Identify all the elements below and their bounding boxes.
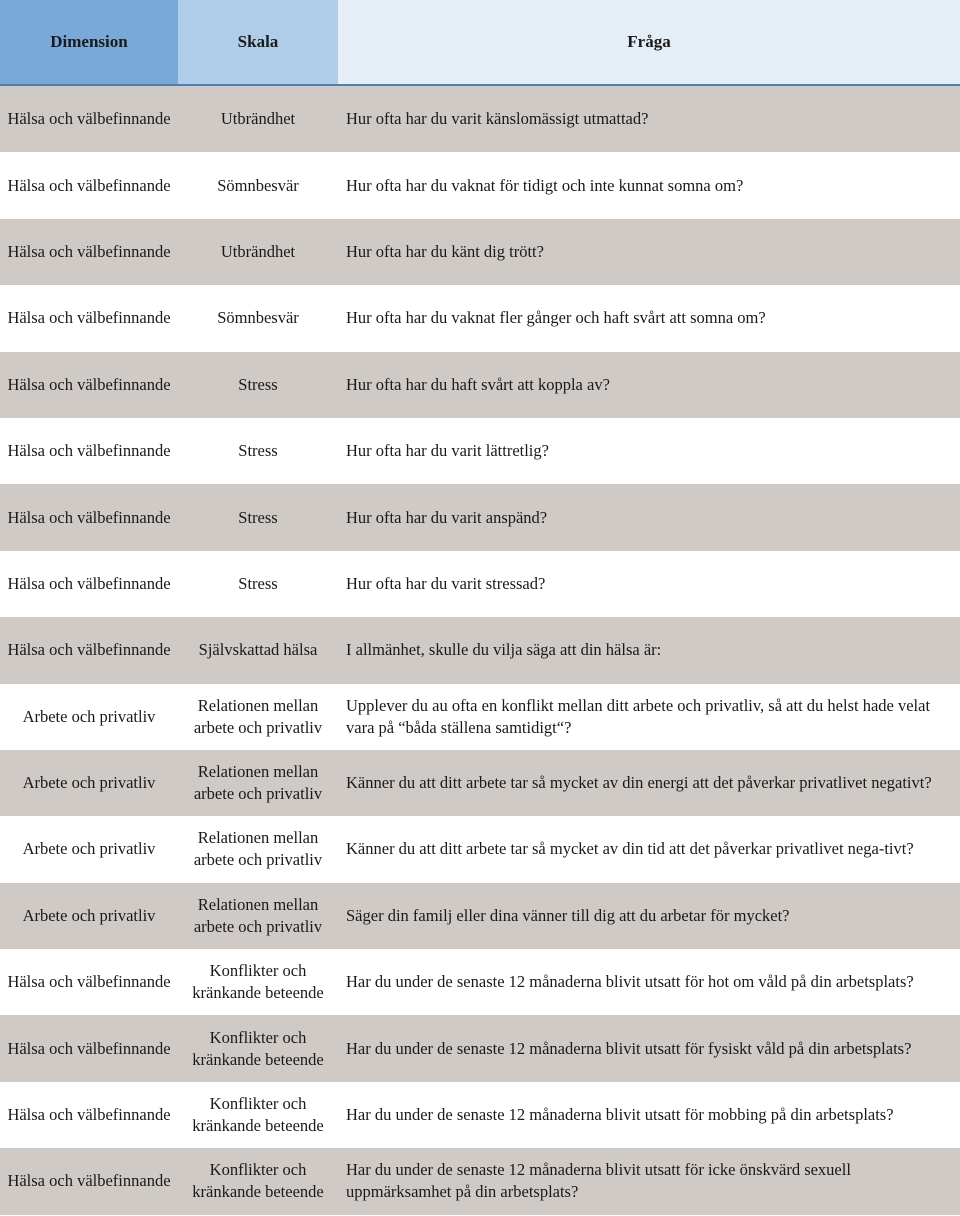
dimension-cell — [0, 86, 178, 152]
table-row — [0, 285, 960, 351]
question-text: Hur ofta har du vaknat fler gånger och haft svårt att somna om? — [346, 308, 766, 328]
scale-text: Stress — [238, 573, 278, 593]
scale-cell — [178, 219, 338, 285]
dimension-text: Hälsa och välbefinnande — [7, 175, 171, 195]
scale-text: Konflikter och kränkande beteende — [192, 1160, 324, 1202]
scale-text: Stress — [238, 374, 278, 394]
question-text: Känner du att ditt arbete tar så mycket av din tid att det påverkar privatlivet nega-tivt? — [346, 839, 914, 859]
scale-cell — [178, 152, 338, 218]
table-row — [0, 352, 960, 418]
scale-cell — [178, 86, 338, 152]
scale-cell — [178, 816, 338, 882]
scale-text: Relationen mellan arbete och privatliv — [193, 828, 323, 870]
table-row — [0, 1148, 960, 1214]
question-cell — [338, 1015, 960, 1081]
dimension-cell — [0, 285, 178, 351]
dimension-text: Arbete och privatliv — [22, 839, 156, 859]
question-text: I allmänhet, skulle du vilja säga att din hälsa är: — [346, 640, 662, 660]
scale-text: Utbrändhet — [220, 241, 296, 261]
question-text: Känner du att ditt arbete tar så mycket av din energi att det påverkar privatlivet negativt? — [346, 773, 932, 793]
dimension-text: Hälsa och välbefinnande — [7, 972, 171, 992]
question-text: Har du under de senaste 12 månaderna blivit utsatt för icke önskvärd sexuell uppmärksamhet på din arbetsplats? — [346, 1160, 851, 1202]
dimension-text: Hälsa och välbefinnande — [7, 308, 171, 328]
scale-cell — [178, 285, 338, 351]
table-row — [0, 219, 960, 285]
question-text: Har du under de senaste 12 månaderna blivit utsatt för fysiskt våld på din arbetsplats? — [346, 1038, 912, 1058]
dimension-cell — [0, 1015, 178, 1081]
dimension-text: Hälsa och välbefinnande — [7, 1105, 171, 1125]
scale-cell — [178, 949, 338, 1015]
table-row — [0, 617, 960, 683]
question-cell — [338, 617, 960, 683]
dimension-cell — [0, 684, 178, 750]
scale-cell — [178, 352, 338, 418]
scale-cell — [178, 883, 338, 949]
header-scale: Skala — [178, 0, 338, 84]
dimension-cell — [0, 352, 178, 418]
dimension-text: Hälsa och välbefinnande — [7, 1171, 171, 1191]
dimension-text: Hälsa och välbefinnande — [7, 640, 171, 660]
dimension-cell — [0, 617, 178, 683]
dimension-text: Hälsa och välbefinnande — [7, 573, 171, 593]
table-row — [0, 551, 960, 617]
table-body — [0, 86, 960, 1215]
scale-text: Självskattad hälsa — [198, 640, 318, 660]
question-cell — [338, 816, 960, 882]
question-text: Hur ofta har du varit lättretlig? — [346, 441, 549, 461]
table-row — [0, 484, 960, 550]
question-text: Upplever du au ofta en konflikt mellan ditt arbete och privatliv, så att du helst hade velat vara på “båda ställena samtidigt“? — [346, 695, 931, 737]
scale-cell — [178, 418, 338, 484]
dimension-text: Hälsa och välbefinnande — [7, 374, 171, 394]
scale-text: Konflikter och kränkande beteende — [192, 1094, 324, 1136]
table-row — [0, 883, 960, 949]
table-header — [0, 0, 960, 86]
question-cell — [338, 750, 960, 816]
table-row — [0, 418, 960, 484]
question-cell — [338, 949, 960, 1015]
dimension-cell — [0, 949, 178, 1015]
dimension-text: Hälsa och välbefinnande — [7, 1038, 171, 1058]
question-text: Hur ofta har du varit stressad? — [346, 573, 546, 593]
scale-text: Sömnbesvär — [217, 308, 299, 328]
scale-cell — [178, 551, 338, 617]
header-dimension: Dimension — [0, 0, 178, 84]
table-row — [0, 86, 960, 152]
dimension-text: Hälsa och välbefinnande — [7, 507, 171, 527]
dimension-text: Arbete och privatliv — [22, 706, 156, 726]
scale-text: Stress — [238, 507, 278, 527]
scale-text: Utbrändhet — [220, 109, 296, 129]
scale-cell — [178, 1082, 338, 1148]
table-row — [0, 152, 960, 218]
scale-text: Konflikter och kränkande beteende — [192, 1027, 324, 1069]
scale-text: Relationen mellan arbete och privatliv — [193, 894, 323, 936]
question-cell — [338, 551, 960, 617]
scale-cell — [178, 684, 338, 750]
dimension-cell — [0, 1148, 178, 1214]
question-cell — [338, 684, 960, 750]
table-row — [0, 949, 960, 1015]
question-cell — [338, 152, 960, 218]
question-cell — [338, 484, 960, 550]
dimension-cell — [0, 750, 178, 816]
scale-text: Relationen mellan arbete och privatliv — [193, 695, 323, 737]
question-text: Hur ofta har du haft svårt att koppla av? — [346, 374, 610, 394]
scale-cell — [178, 484, 338, 550]
table-row — [0, 684, 960, 750]
question-text: Har du under de senaste 12 månaderna blivit utsatt för mobbing på din arbetsplats? — [346, 1105, 894, 1125]
dimension-cell — [0, 816, 178, 882]
question-cell — [338, 285, 960, 351]
question-cell — [338, 1082, 960, 1148]
dimension-text: Arbete och privatliv — [22, 773, 156, 793]
table-row — [0, 1015, 960, 1081]
question-cell — [338, 86, 960, 152]
dimension-cell — [0, 418, 178, 484]
dimension-cell — [0, 484, 178, 550]
scale-text: Sömnbesvär — [217, 175, 299, 195]
question-text: Hur ofta har du vaknat för tidigt och inte kunnat somna om? — [346, 175, 744, 195]
header-question: Fråga — [338, 0, 960, 84]
dimension-text: Hälsa och välbefinnande — [7, 441, 171, 461]
table-row — [0, 750, 960, 816]
question-text: Hur ofta har du varit känslomässigt utmattad? — [346, 109, 649, 129]
scale-cell — [178, 1015, 338, 1081]
question-cell — [338, 1148, 960, 1214]
dimension-cell — [0, 1082, 178, 1148]
table-row — [0, 1082, 960, 1148]
dimension-text: Arbete och privatliv — [22, 905, 156, 925]
scale-cell — [178, 1148, 338, 1214]
scale-text: Konflikter och kränkande beteende — [192, 961, 324, 1003]
scale-cell — [178, 750, 338, 816]
dimension-cell — [0, 152, 178, 218]
question-cell — [338, 418, 960, 484]
dimension-text: Hälsa och välbefinnande — [7, 109, 171, 129]
question-text: Hur ofta har du känt dig trött? — [346, 241, 544, 261]
dimension-cell — [0, 551, 178, 617]
scale-text: Relationen mellan arbete och privatliv — [193, 762, 323, 804]
dimension-text: Hälsa och välbefinnande — [7, 241, 171, 261]
dimension-cell — [0, 883, 178, 949]
question-text: Hur ofta har du varit anspänd? — [346, 507, 548, 527]
question-text: Har du under de senaste 12 månaderna blivit utsatt för hot om våld på din arbetsplats? — [346, 972, 914, 992]
question-cell — [338, 352, 960, 418]
question-cell — [338, 883, 960, 949]
scale-text: Stress — [238, 441, 278, 461]
scale-cell — [178, 617, 338, 683]
question-text: Säger din familj eller dina vänner till dig att du arbetar för mycket? — [346, 905, 790, 925]
question-cell — [338, 219, 960, 285]
dimension-cell — [0, 219, 178, 285]
table-row — [0, 816, 960, 882]
